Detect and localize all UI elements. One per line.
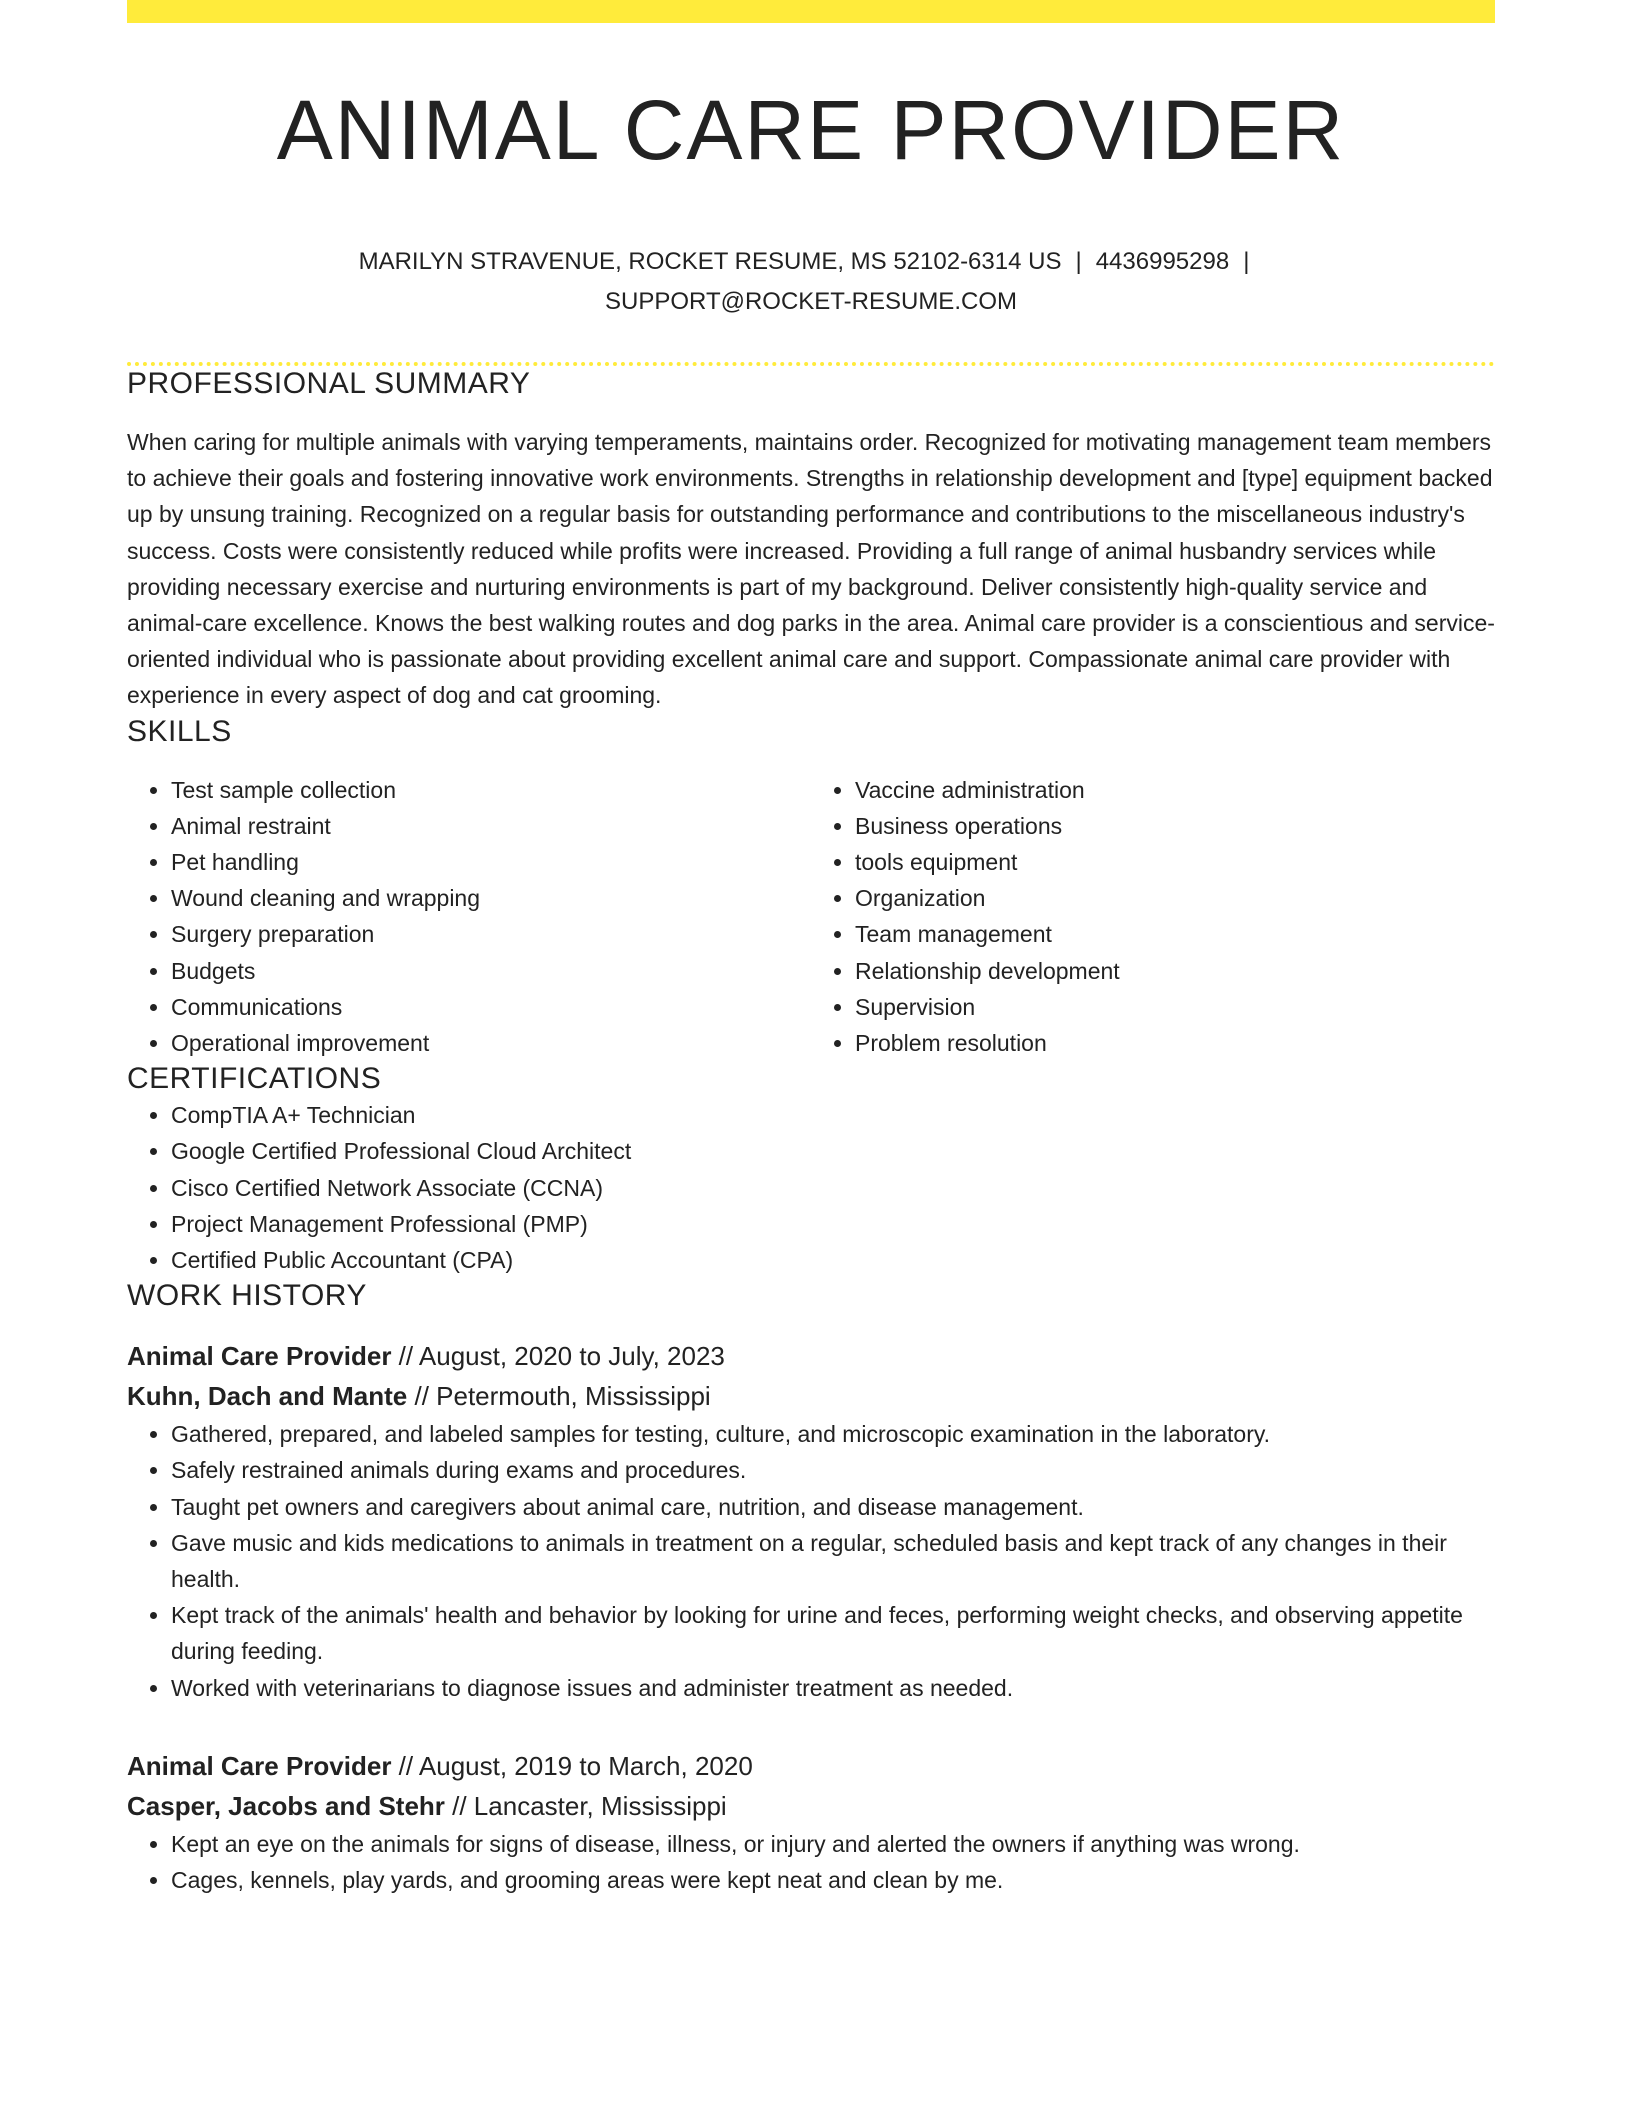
- skill-item: • Vaccine administration: [855, 772, 1495, 808]
- job-duty: • Kept an eye on the animals for signs of disease, illness, or injury and alerted the owners if anything was wrong.: [171, 1826, 1495, 1862]
- certification-item: • Certified Public Accountant (CPA): [171, 1242, 1495, 1278]
- summary-heading: PROFESSIONAL SUMMARY: [127, 367, 531, 400]
- skill-item: • tools equipment: [855, 844, 1495, 880]
- certification-item: • CompTIA A+ Technician: [171, 1097, 1495, 1133]
- certification-item: • Google Certified Professional Cloud Architect: [171, 1133, 1495, 1169]
- job-duty: • Worked with veterinarians to diagnose issues and administer treatment as needed.: [171, 1670, 1495, 1706]
- job-role: Animal Care Provider: [127, 1341, 392, 1372]
- contact-address: MARILYN STRAVENUE, ROCKET RESUME, MS 52102-6314 US: [358, 248, 1062, 275]
- job-duty: • Kept track of the animals' health and behavior by looking for urine and feces, performing weight checks, and observing appetite during feeding.: [171, 1597, 1495, 1669]
- job-company: Casper, Jacobs and Stehr: [127, 1790, 445, 1821]
- contact-phone: 4436995298: [1095, 248, 1230, 275]
- contact-separator: |: [1243, 248, 1250, 275]
- resume-page: [127, 0, 1495, 1898]
- skill-item: • Wound cleaning and wrapping: [171, 880, 811, 916]
- job-entry: [127, 1336, 1495, 1706]
- certification-item: • Project Management Professional (PMP): [171, 1206, 1495, 1242]
- job-duty: • Gathered, prepared, and labeled samples for testing, culture, and microscopic examination in the laboratory.: [171, 1416, 1495, 1452]
- skill-item: • Budgets: [171, 953, 811, 989]
- skill-item: • Business operations: [855, 808, 1495, 844]
- skills-left-list: [127, 772, 811, 1062]
- certification-item: • Cisco Certified Network Associate (CCNA): [171, 1170, 1495, 1206]
- job-title-line: [127, 1746, 1495, 1786]
- job-role: Animal Care Provider: [127, 1750, 392, 1781]
- skills-columns: [127, 772, 1495, 1062]
- contact-email: SUPPORT@ROCKET-RESUME.COM: [605, 288, 1017, 315]
- job-location: // Lancaster, Mississippi: [452, 1790, 727, 1821]
- certifications-heading: CERTIFICATIONS: [127, 1062, 382, 1096]
- job-company: Kuhn, Dach and Mante: [127, 1381, 408, 1412]
- skill-item: • Supervision: [855, 989, 1495, 1025]
- skill-item: • Communications: [171, 989, 811, 1025]
- job-entry: [127, 1746, 1495, 1898]
- job-duties-list: [127, 1416, 1495, 1706]
- skills-right-list: [811, 772, 1495, 1062]
- skill-item: • Operational improvement: [171, 1025, 811, 1061]
- skill-item: • Problem resolution: [855, 1025, 1495, 1061]
- job-duty: • Safely restrained animals during exams and procedures.: [171, 1452, 1495, 1488]
- summary-text: When caring for multiple animals with varying temperaments, maintains order. Recognized for motivating management team members to achieve their goals and fostering innovative work environments. Strengths in relationship development and [type] equipment backed up by unsung training. Recognized on a regular basis for outstanding performance and contributions to the miscellaneous industry's success. Costs were consistently reduced while profits were increased. Providing a full range of animal husbandry services while providing necessary exercise and nurturing environments is part of my background. Deliver consistently high-quality service and animal-care excellence. Knows the best walking routes and dog parks in the area. Animal care provider is a conscientious and service-oriented individual who is passionate about providing excellent animal care and support. Compassionate animal care provider with experience in every aspect of dog and cat grooming.: [127, 429, 1495, 709]
- skill-item: • Test sample collection: [171, 772, 811, 808]
- job-duty: • Cages, kennels, play yards, and grooming areas were kept neat and clean by me.: [171, 1862, 1495, 1898]
- work-history-heading: WORK HISTORY: [127, 1279, 367, 1313]
- job-duty: • Gave music and kids medications to animals in treatment on a regular, scheduled basis and kept track of any changes in their health.: [171, 1525, 1495, 1597]
- job-dates: // August, 2019 to March, 2020: [398, 1750, 753, 1781]
- resume-name: ANIMAL CARE PROVIDER: [276, 83, 1346, 177]
- skills-heading: SKILLS: [127, 714, 232, 748]
- job-dates: // August, 2020 to July, 2023: [398, 1341, 725, 1372]
- skill-item: • Animal restraint: [171, 808, 811, 844]
- skill-item: • Relationship development: [855, 953, 1495, 989]
- job-company-line: [127, 1786, 1495, 1826]
- job-company-line: [127, 1376, 1495, 1416]
- contact-separator: |: [1075, 248, 1082, 275]
- skill-item: • Organization: [855, 880, 1495, 916]
- job-duty: • Taught pet owners and caregivers about animal care, nutrition, and disease management.: [171, 1489, 1495, 1525]
- job-duties-list: [127, 1826, 1495, 1898]
- skill-item: • Pet handling: [171, 844, 811, 880]
- skill-item: • Surgery preparation: [171, 916, 811, 952]
- contact-info: [127, 242, 1495, 322]
- certifications-list: [127, 1097, 1495, 1278]
- job-location: // Petermouth, Mississippi: [414, 1381, 711, 1412]
- job-title-line: [127, 1336, 1495, 1376]
- skill-item: • Team management: [855, 916, 1495, 952]
